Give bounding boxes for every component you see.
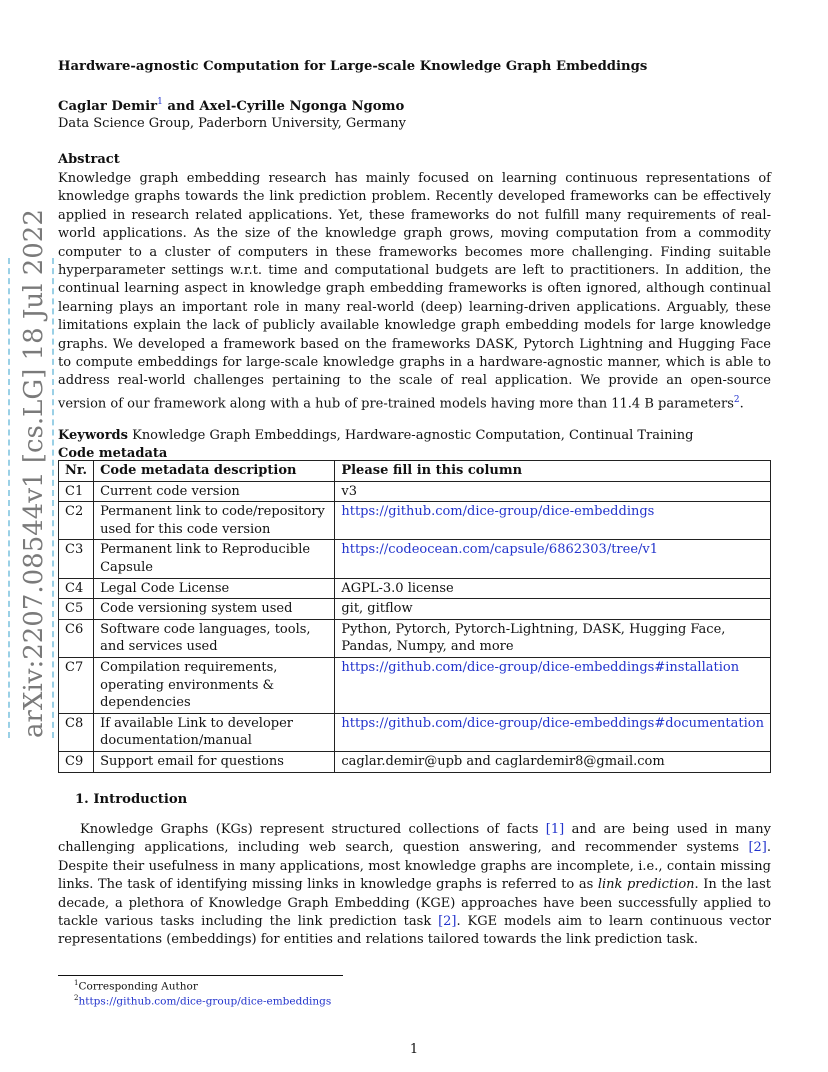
intro-text: . In the last decade, a plethora of Knowledge Graph Embedding (KGE) approaches have been successfully applied to tackle various tasks including the link prediction task bbox=[58, 877, 771, 930]
code-metadata-heading: Code metadata bbox=[58, 446, 168, 461]
keywords bbox=[58, 428, 693, 443]
citation-link[interactable]: [2] bbox=[438, 914, 457, 930]
section-heading: 1. Introduction bbox=[75, 792, 188, 807]
table-cell-nr: C2 bbox=[59, 502, 94, 540]
table-cell-nr: C9 bbox=[59, 751, 94, 772]
keywords-text: Knowledge Graph Embeddings, Hardware-agnostic Computation, Continual Training bbox=[127, 428, 694, 443]
code-metadata-table bbox=[58, 460, 771, 773]
intro-paragraph bbox=[58, 821, 771, 950]
table-cell-nr: C3 bbox=[59, 540, 94, 578]
table-header-row bbox=[59, 461, 771, 482]
table-cell-desc: Code versioning system used bbox=[94, 599, 335, 620]
abstract-footnote-mark[interactable]: 2 bbox=[733, 394, 740, 405]
abstract-text: Knowledge graph embedding research has mainly focused on learning continuous representations of knowledge graphs towards the link prediction problem. Recently developed frameworks can be effectively applied in research related applications. Yet, these frameworks do not fulfill many requirements of real-world applications. As the size of the knowledge graph grows, moving computation from a commodity computer to a cluster of computers in these frameworks becomes more challenging. Finding suitable hyperparameter settings w.r.t. time and computational budgets are left to practitioners. In addition, the continual learning aspect in knowledge graph embedding frameworks is often ignored, although continual learning plays an important role in many real-world (deep) learning-driven applications. Arguably, these limitations explain the lack of publicly available knowledge graph embedding models for large knowledge graphs. We developed a framework based on the frameworks DASK, Pytorch Lightning and Hugging Face to compute embeddings for large-scale knowledge graphs in a hardware-agnostic manner, which is able to address real-world challenges pertaining to the scale of real application. We provide an open-source version of our framework along with a hub of pre-trained models having more than 11.4 B parameters bbox=[58, 171, 771, 412]
paper-title: Hardware-agnostic Computation for Large-scale Knowledge Graph Embeddings bbox=[58, 59, 648, 74]
table-cell-value bbox=[335, 713, 771, 751]
table-cell-value bbox=[335, 657, 771, 713]
table-header: Code metadata description bbox=[94, 461, 335, 482]
table-cell-nr: C5 bbox=[59, 599, 94, 620]
table-header: Nr. bbox=[59, 461, 94, 482]
footnote-1 bbox=[74, 979, 198, 993]
table-cell-value bbox=[335, 502, 771, 540]
table-cell-desc: Permanent link to code/repository used for this code version bbox=[94, 502, 335, 540]
intro-text: . KGE models aim to learn continuous vector representations (embeddings) for entities and relations tailored towards the link prediction task. bbox=[58, 914, 771, 948]
table-row bbox=[59, 599, 771, 620]
capsule-link[interactable]: https://codeocean.com/capsule/6862303/tree/v1 bbox=[341, 542, 659, 558]
author-second: and Axel-Cyrille Ngonga Ngomo bbox=[162, 99, 405, 114]
table-row bbox=[59, 578, 771, 599]
table-row bbox=[59, 481, 771, 502]
footnote-link[interactable]: https://github.com/dice-group/dice-embeddings bbox=[78, 995, 332, 1008]
author-footnote-mark[interactable]: 1 bbox=[157, 97, 163, 107]
abstract-end: . bbox=[739, 396, 744, 412]
intro-text: . Despite their usefulness in many applications, most knowledge graphs are incomplete, i.e., contain missing links. The task of identifying missing links in knowledge graphs is referred to as bbox=[58, 840, 771, 893]
table-cell-desc: Permanent link to Reproducible Capsule bbox=[94, 540, 335, 578]
footnote-2 bbox=[74, 994, 331, 1008]
table-row bbox=[59, 751, 771, 772]
keywords-label: Keywords bbox=[58, 428, 128, 443]
table-row bbox=[59, 502, 771, 540]
authors bbox=[58, 97, 404, 114]
table-cell-desc: Support email for questions bbox=[94, 751, 335, 772]
table-cell-value: caglar.demir@upb and caglardemir8@gmail.com bbox=[335, 751, 771, 772]
abstract-body bbox=[58, 170, 771, 414]
table-cell-value bbox=[335, 540, 771, 578]
table-cell-desc: Current code version bbox=[94, 481, 335, 502]
intro-text: Knowledge Graphs (KGs) represent structured collections of facts bbox=[80, 822, 546, 837]
footnote-mark: 2 bbox=[74, 994, 79, 1002]
footnote-text: Corresponding Author bbox=[78, 980, 198, 993]
page-number: 1 bbox=[409, 1042, 419, 1057]
table-cell-nr: C6 bbox=[59, 619, 94, 657]
table-cell-desc: Software code languages, tools, and services used bbox=[94, 619, 335, 657]
abstract-heading: Abstract bbox=[58, 152, 120, 167]
table-cell-value: v3 bbox=[335, 481, 771, 502]
installation-link[interactable]: https://github.com/dice-group/dice-embeddings#installation bbox=[341, 659, 740, 675]
table-row bbox=[59, 713, 771, 751]
affiliation: Data Science Group, Paderborn University, Germany bbox=[58, 116, 406, 131]
table-cell-value: Python, Pytorch, Pytorch-Lightning, DASK, Hugging Face, Pandas, Numpy, and more bbox=[335, 619, 771, 657]
repository-link[interactable]: https://github.com/dice-group/dice-embeddings bbox=[341, 504, 655, 520]
table-cell-desc: Legal Code License bbox=[94, 578, 335, 599]
table-header: Please fill in this column bbox=[335, 461, 771, 482]
footnote-mark: 1 bbox=[74, 979, 79, 987]
table-cell-value: git, gitflow bbox=[335, 599, 771, 620]
arxiv-stamp: arXiv:2207.08544v1 [cs.LG] 18 Jul 2022 bbox=[19, 209, 49, 738]
table-cell-nr: C1 bbox=[59, 481, 94, 502]
emphasis-term: link prediction bbox=[597, 877, 695, 893]
documentation-link[interactable]: https://github.com/dice-group/dice-embeddings#documentation bbox=[341, 715, 764, 731]
table-row bbox=[59, 540, 771, 578]
table-cell-value: AGPL-3.0 license bbox=[335, 578, 771, 599]
table-cell-nr: C4 bbox=[59, 578, 94, 599]
citation-link[interactable]: [2] bbox=[748, 840, 767, 856]
table-cell-nr: C7 bbox=[59, 657, 94, 713]
author-first: Caglar Demir bbox=[58, 99, 158, 114]
footnote-rule bbox=[58, 975, 343, 976]
citation-link[interactable]: [1] bbox=[545, 822, 565, 837]
table-cell-desc: Compilation requirements, operating environments & dependencies bbox=[94, 657, 335, 713]
table-cell-desc: If available Link to developer documentation/manual bbox=[94, 713, 335, 751]
table-row bbox=[59, 657, 771, 713]
table-row bbox=[59, 619, 771, 657]
intro-text: and are being used in many challenging applications, including web search, question answering, and recommender systems bbox=[58, 822, 771, 856]
table-cell-nr: C8 bbox=[59, 713, 94, 751]
